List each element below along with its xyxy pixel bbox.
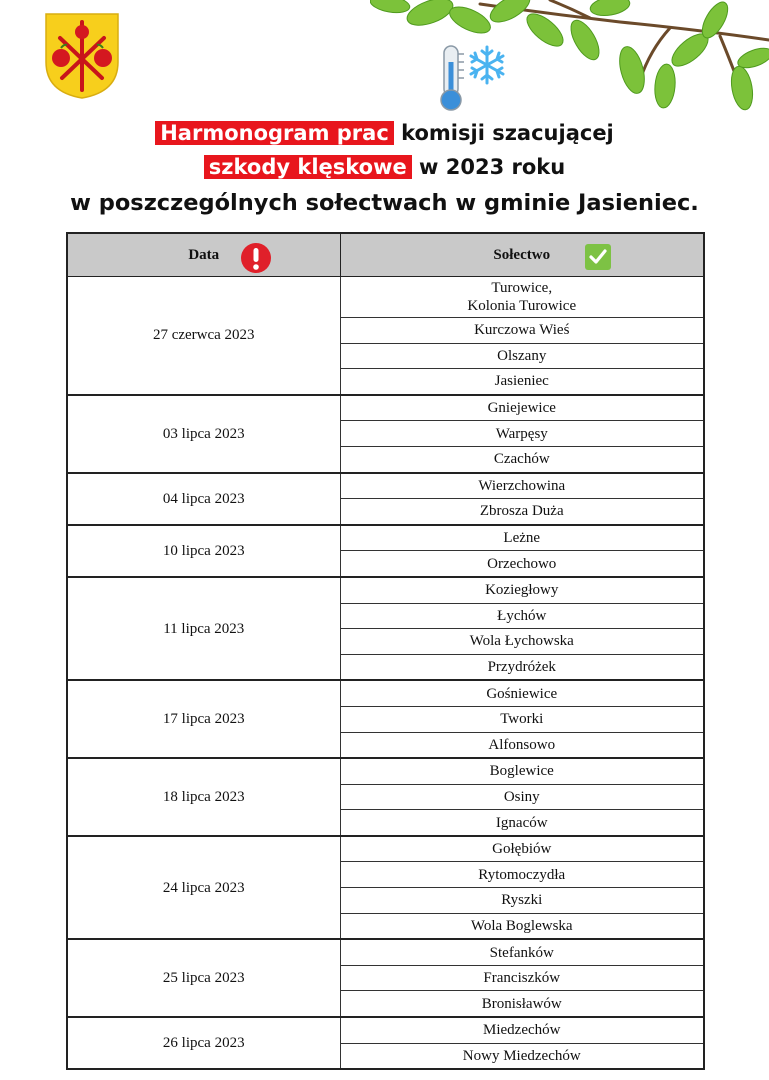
leaves-decoration [370,0,769,115]
title-line1-text: komisji szacującej [393,121,614,145]
village-cell: Tworki [340,706,704,732]
village-cell: Bronisławów [340,991,704,1017]
village-cell: Gołębiów [340,836,704,862]
village-cell: Osiny [340,784,704,810]
date-cell: 17 lipca 2023 [67,680,340,758]
village-cell: Boglewice [340,758,704,784]
date-cell: 27 czerwca 2023 [67,277,340,395]
table-row [67,395,704,421]
table-row [67,836,704,862]
table-row [67,758,704,784]
title-line2-text: w 2023 roku [411,155,566,179]
village-cell: Leżne [340,525,704,551]
date-column-header [67,233,340,277]
village-column-header [340,233,704,277]
village-cell: Gniejewice [340,395,704,421]
village-cell: Czachów [340,446,704,472]
village-cell: Franciszków [340,965,704,991]
village-cell: Koziegłowy [340,577,704,603]
date-cell: 10 lipca 2023 [67,525,340,577]
village-cell: Ryszki [340,888,704,914]
village-cell: Miedzechów [340,1017,704,1043]
village-cell: Alfonsowo [340,732,704,758]
table-row [67,1017,704,1043]
village-header-label: Sołectwo [493,246,551,263]
schedule-table [66,232,705,1070]
date-cell: 25 lipca 2023 [67,939,340,1017]
village-cell: Orzechowo [340,551,704,577]
table-row [67,473,704,499]
village-cell: Wola Łychowska [340,629,704,655]
village-cell: Olszany [340,343,704,369]
table-row [67,577,704,603]
village-cell: Wierzchowina [340,473,704,499]
village-cell: Rytomoczydła [340,862,704,888]
snowflake-icon [466,44,508,86]
checkmark-icon [584,243,612,271]
date-cell: 24 lipca 2023 [67,836,340,939]
title-highlight-2: szkody klęskowe [204,155,412,179]
table-row [67,277,704,318]
title-line3-text: w poszczególnych sołectwach w gminie Jasieniec. [70,190,699,216]
village-cell: Kurczowa Wieś [340,318,704,344]
exclamation-icon [240,242,272,274]
date-cell: 18 lipca 2023 [67,758,340,836]
table-row [67,680,704,706]
village-cell: Łychów [340,603,704,629]
date-cell: 04 lipca 2023 [67,473,340,525]
village-cell: Wola Boglewska [340,913,704,939]
title-highlight-1: Harmonogram prac [155,121,394,145]
village-cell: Ignaców [340,810,704,836]
date-cell: 26 lipca 2023 [67,1017,340,1069]
village-cell: Stefanków [340,939,704,965]
date-cell: 11 lipca 2023 [67,577,340,680]
village-cell: Przydróżek [340,654,704,680]
table-row [67,939,704,965]
village-cell: Gośniewice [340,680,704,706]
village-cell: Warpęsy [340,421,704,447]
page-title [0,116,769,222]
date-header-label: Data [188,246,220,263]
table-row [67,525,704,551]
date-cell: 03 lipca 2023 [67,395,340,473]
coat-of-arms-logo [44,12,120,100]
village-cell: Jasieniec [340,369,704,395]
village-cell: Zbrosza Duża [340,499,704,525]
village-cell: Turowice, Kolonia Turowice [340,277,704,318]
village-cell: Nowy Miedzechów [340,1043,704,1069]
table-header-row [67,233,704,277]
thermometer-icon [436,44,470,112]
